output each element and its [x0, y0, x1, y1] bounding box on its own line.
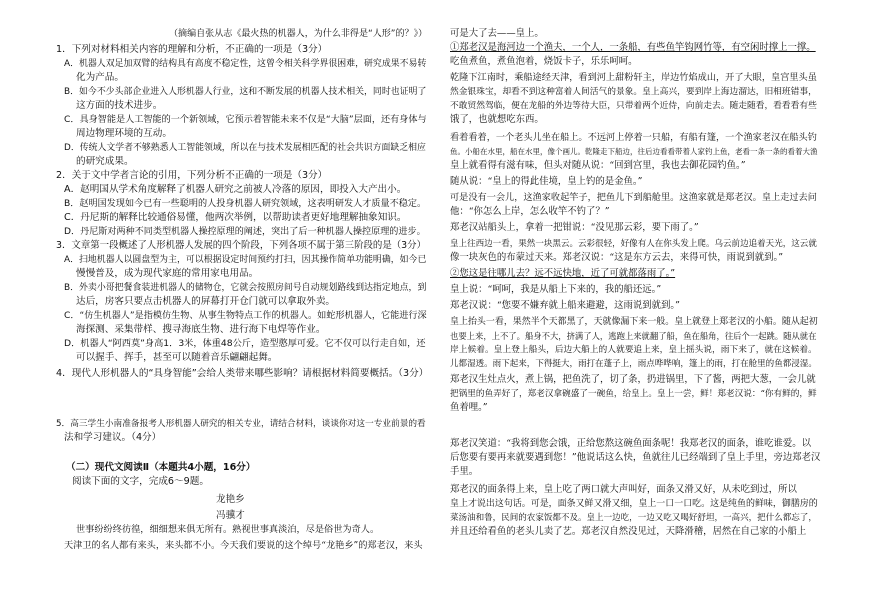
- q2-stem: 2．关于文中学者言论的引用，下列分析不正确的一项是（3分）: [56, 170, 328, 181]
- story-line: 像一块灰色的布蒙过天来。郑老汉说：“这是东方云去，来得可快，雨说到就到。”: [450, 252, 784, 263]
- story-line: 皇上就看得有滋有味，但头对随从说：“回到宫里，我也去御花园钓鱼。”: [450, 160, 746, 171]
- story-line-underlined-2: ②您这是往哪儿去？远不远快地，近了可就都落雨了。”: [450, 268, 676, 279]
- story-line: 乾隆下江南时，乘船途经天津，看到河上甜粉轩主，岸边竹焰成山，开了大眼，皇宫里头虽: [450, 72, 817, 83]
- story-author: 冯骥才: [216, 510, 245, 521]
- story-line: 不敢贸然驾临，便在龙船的外边等待大臣，只带着两个近侍，向前走去。随走随看，看看看有些: [450, 101, 817, 111]
- story-line: 把锅里的鱼弄好了，郑老汉拿碗盛了一碗鱼，给皇上。皇上一尝，鲜！郑老汉说：“你有鲜的，鲜: [450, 389, 817, 399]
- q2-option-c: C．丹尼斯的解释比较通俗易懂，他两次举例，以帮助读者更好地理解抽象知识。: [64, 212, 407, 223]
- q3-option-c: C．“仿生机器人”是指模仿生物、从事生物特点工作的机器人。如蛇形机器人，它能进行深: [64, 311, 427, 321]
- section-heading: （二）现代文阅读Ⅱ（本题共4小题，16分）: [66, 462, 256, 473]
- story-line: 儿都湿透。雨下起来，下得挺大，雨打在蓬子上，雨点哗哗响，篷上的雨，打在舱里的鱼都浸湿。: [450, 359, 817, 369]
- story-line: 菜汤油和鲁，民间的农家饭都不及。皇上一边吃，一边又吃又喝好舒坦，一高兴，把什么都忘了，: [450, 513, 817, 523]
- q1-option-a-cont: 化为产品。: [76, 72, 124, 83]
- story-epigraph: 世事纷纷终彷徨，细细想来俱无所有。熟视世事真淡泊，尽是俗世为奇人。: [76, 524, 380, 535]
- story-line: 皇上抬头一看，果然半个天都黑了，天就像漏下来一般。皇上就登上郑老汉的小船。随从起初: [450, 317, 818, 327]
- q1-stem: 1．下列对材料相关内容的理解和分析，不正确的一项是（3分）: [56, 44, 328, 55]
- q3-option-d: D．机器人“阿西莫”身高1．3米，体重48公斤，造型憨厚可爱。它不仅可以行走自如，还: [64, 338, 426, 349]
- story-line: 手里。: [450, 466, 479, 477]
- story-line: 看着看着，一个老头儿坐在船上。不远河上停着一只船，有船有篷，一个渔家老汉在船头钓: [450, 132, 817, 143]
- story-line: 随从说：“皇上的得此佳境，皇上钓的是金鱼。”: [450, 176, 643, 187]
- story-line: 郑老汉说：“您要不嫌弃就上船来避避，这雨说到就到。”: [450, 300, 680, 311]
- story-line: 皇上才说出这句话。可是，面条又鲜又滑又细，皇上一口一口吃。这是纯鱼的鲜味，御膳房的: [450, 499, 818, 509]
- story-line: 然金银珠宝，却看不到这种富着人间活气的景象。皇上高兴，要到岸上海边溜达，旧相班错事，: [450, 87, 817, 97]
- q5: 5．高三学生小南准备报考人形机器人研究的相关专业，请结合材料，谈谈你对这一专业前景的看: [56, 419, 426, 429]
- story-line: 郑老汉站船头上，拿着一把钳说：“没见那云彩，要下雨了。”: [450, 222, 699, 233]
- story-line: 郑老汉生灶点火，煮上锅，把鱼洗了，切了条，扔进锅里，下了酱，两把大葱，一会儿就: [450, 374, 816, 385]
- q1-option-d: D．传统人文学者不够熟悉人工智能领域，所以在与技术发展相匹配的社会共识方面缺乏相应: [64, 143, 426, 153]
- story-line: 饿了，也就想吃东西。: [450, 114, 544, 125]
- q1-option-b-cont: 这方面的技术进步。: [76, 100, 163, 111]
- q3-option-b: B．外卖小哥把餐食装进机器人的储物仓，它就会按照房间号自动规划路线到达指定地点，到: [64, 283, 427, 293]
- story-line: 可是大了去——皇上。: [450, 28, 544, 39]
- q3-option-d-cont: 可以握手、挥手，甚至可以随着音乐翩翩起舞。: [76, 352, 278, 363]
- story-line: 鱼着哩。”: [450, 402, 488, 413]
- story-line: 他：“你怎么上岸，怎么收竿不钓了？”: [450, 206, 610, 217]
- q2-option-a: A．赵明国从学术角度解释了机器人研究之前被人冷落的原因，即投入大产出小。: [64, 184, 407, 195]
- q2-option-b: B．赵明国发现如今已有一些聪明的人投身机器人研究领域，这表明研发人才质量不稳定。: [64, 199, 427, 209]
- story-paragraph: 天津卫的名人都有来头，来头都不小。今天我们要说的这个绰号“龙艳乡”的郑老汉，来头: [64, 540, 423, 551]
- q3-stem: 3．文章第一段概述了人形机器人发展的四个阶段，下列各项不属于第三阶段的是（3分）: [56, 240, 427, 251]
- story-line: 并且还给看鱼的老头儿卖了艺。郑老汉自然没见过，天降滑稽，居然在自己家的小船上: [450, 526, 807, 537]
- q2-option-d: D．丹尼斯对两种不同类型机器人操控原理的阐述，突出了后一种机器人操控原理的进步。: [64, 227, 426, 237]
- story-line: 岸上候着。皇上登上船头，后边大船上的人就要追上来，皇上摇头说，雨下来了，就在这候着。: [450, 345, 817, 355]
- q3-option-a: A．扫地机器人以圆盘型为主，可以根据设定时间预约打扫，因其操作简单功能明确，如今已: [64, 255, 427, 265]
- q1-option-d-cont: 的研究成果。: [76, 156, 134, 167]
- story-line: 吃鱼煮鱼，煮鱼泡着，烧饭卡子，乐乐呵呵。: [450, 56, 638, 67]
- q3-option-a-cont: 慢慢普及，成为现代家庭的常用家电用品。: [76, 268, 259, 279]
- q5-cont: 法和学习建议。（4分）: [64, 432, 162, 443]
- q1-option-a: A．机器人双足加双臂的结构具有高度不稳定性，这曾令相关科学界很困难，研究成果不易转: [64, 59, 427, 69]
- story-line: 皇上往西边一看，果然一块黑云。云彩很轻，好像有人在你头发上爬。乌云前边追着天光，这云就: [450, 239, 817, 249]
- q3-option-b-cont: 达后，房客只要点击机器人的屏幕打开仓门就可以拿取外卖。: [76, 296, 336, 307]
- story-line: 皇上说：“呵呵，我是从船上下来的，我的船还远。”: [450, 284, 662, 295]
- q1-option-b: B．如今不少头部企业进入人形机器人行业，这和不断发展的机器人技术相关，同时也证明了: [64, 87, 427, 97]
- story-line: 可是没有一会儿，这渔家收起竿子，把鱼儿下到船舱里。这渔家就是郑老汉。皇上走过去问: [450, 192, 817, 203]
- story-line-underlined-1: ①郑老汉是海河边一个渔夫，一个人，一条船，有些鱼竿钩网竹等，有空闲时撑上一撑。: [450, 42, 816, 53]
- q3-option-c-cont: 海探测、采集带样、搜寻海底生物、进行海下电焊等作业。: [76, 324, 326, 335]
- q4: 4．现代人形机器人的“具身智能”会给人类带来哪些影响？请根据材料简要概括。（3分）: [56, 368, 429, 379]
- q1-option-c-cont: 周边物理环境的互动。: [76, 128, 172, 139]
- story-title: 龙艳乡: [216, 494, 245, 505]
- q1-option-c: C．具身智能是人工智能的一个新领域，它预示着智能未来不仅是“大脑”层面，还有身体与: [64, 115, 427, 125]
- story-line: 也要上来，上不了。船身不大，挤满了人，逃跑上来就翻了船，鱼在船角，往后个一起跳。随从就在: [450, 331, 817, 341]
- story-line: 鱼。小船在水里，船在水里，像个画儿。乾隆走下船边，往后边看看带着人家钓上鱼，老看一条一条的看着大渔: [450, 147, 818, 156]
- story-line: 后您要有要再来就要遇到您！”他说话这么快，鱼就往儿已经端到了皇上手里，旁边郑老汉: [450, 452, 821, 463]
- story-line: 郑老汉的面条得上来，皇上吃了两口就大声叫好，面条又滑又好，从未吃到过，所以: [450, 484, 797, 495]
- story-line: 郑老汉笑道：“我将到您会饿，正给您熬这碗鱼面条呢！我郑老汉的面条，谁吃谁爱。以: [450, 438, 812, 449]
- reading-instruction: 阅读下面的文字，完成6～9题。: [72, 476, 209, 487]
- source-note: （摘编自张从志《最火热的机器人，为什么非得是“人形”的？》）: [169, 29, 428, 39]
